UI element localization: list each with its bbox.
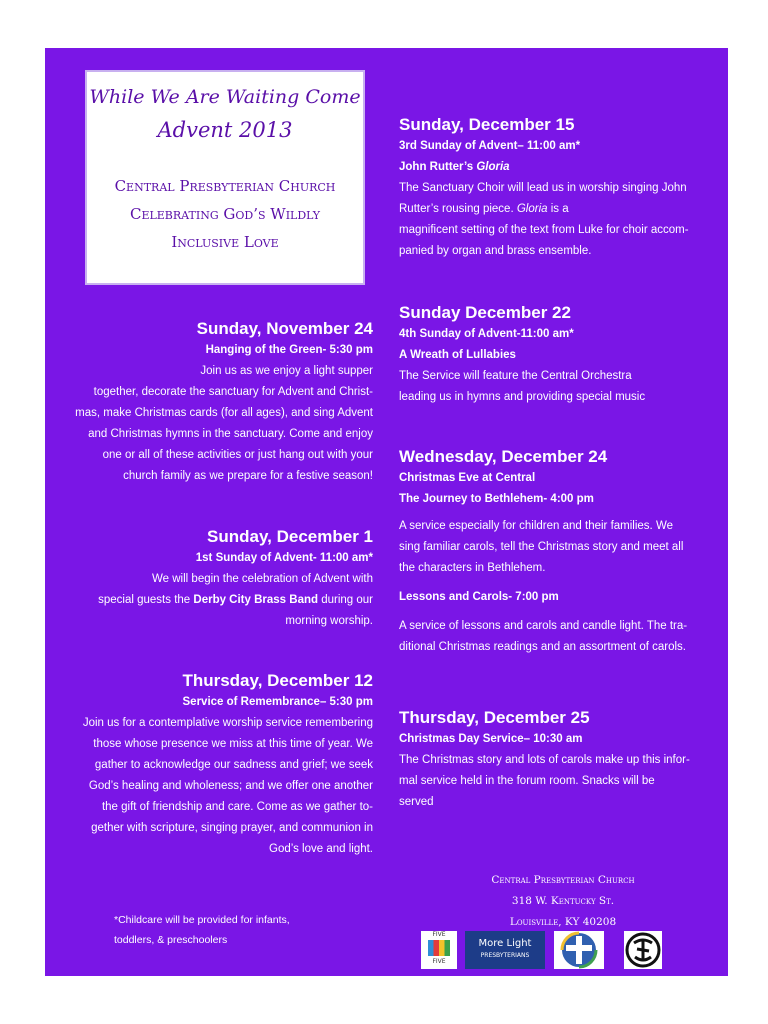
event-body-line: leading us in hymns and providing special music [399, 391, 646, 403]
event-body-line [51, 590, 373, 611]
event-body-line: The Service will feature the Central Orchestra [399, 370, 632, 382]
church-address [423, 870, 703, 933]
event-subheading [399, 157, 721, 178]
five-by-five-logo-icon [421, 931, 457, 969]
event-dec15 [399, 114, 721, 262]
subtitle-line-2: Celebrating God’s Wildly [129, 205, 321, 223]
event-body-line: church family as we prepare for a festive season! [123, 470, 373, 482]
text-italic: Gloria [476, 161, 510, 173]
logo-text: FIVE [432, 958, 446, 965]
text-run: Rutter’s rousing piece. [399, 203, 517, 215]
title-box [85, 70, 365, 285]
event-body-line: God’s love and light. [269, 843, 373, 855]
title-line-2: Advent 2013 [157, 118, 293, 142]
event-body-line: Join us as we enjoy a light supper [200, 365, 373, 377]
more-light-presbyterians-logo-icon [465, 931, 545, 969]
event-heading: Sunday December 22 [399, 303, 571, 322]
event-body-line: The Sanctuary Choir will lead us in worship singing John [399, 182, 687, 194]
note-line: toddlers, & preschoolers [114, 934, 228, 946]
seal-svg [624, 931, 662, 969]
event-subheading: 1st Sunday of Advent- 11:00 am* [195, 552, 373, 564]
event-heading: Thursday, December 12 [182, 671, 373, 690]
event-body-line: mas, make Christmas cards (for all ages), and sing Advent [75, 407, 373, 419]
event-body-line [399, 199, 721, 220]
seal-logo-icon [624, 931, 662, 969]
event-heading: Wednesday, December 24 [399, 447, 608, 466]
event-body-line: gather to acknowledge our sadness and grief; we seek [94, 759, 373, 771]
event-body-line: mal service held in the forum room. Snacks will be [399, 775, 655, 787]
subtitle-line-3: Inclusive Love [171, 233, 279, 251]
event-heading: Thursday, December 25 [399, 708, 590, 727]
event-body-line: served [399, 796, 434, 808]
childcare-note [114, 910, 354, 950]
event-body-line: magnificent setting of the text from Luke for choir accom- [399, 224, 689, 236]
text-run: is a [547, 203, 569, 215]
text-run: special guests the [98, 594, 194, 606]
event-body-line: A service of lessons and carols and candle light. The tra- [399, 620, 688, 632]
event-dec24 [399, 446, 721, 658]
text-run: during our [318, 594, 373, 606]
event-subheading: The Journey to Bethlehem- 4:00 pm [399, 493, 594, 505]
address-line: Louisville, KY 40208 [509, 916, 617, 928]
address-line: Central Presbyterian Church [491, 874, 635, 886]
event-heading: Sunday, December 1 [207, 527, 373, 546]
note-line: *Childcare will be provided for infants, [114, 914, 290, 926]
event-body-line: sing familiar carols, tell the Christmas story and meet all [399, 541, 684, 553]
event-body-line: Join us for a contemplative worship service remembering [82, 717, 373, 729]
logo-mark [428, 940, 450, 956]
event-subheading: Christmas Day Service– 10:30 am [399, 733, 583, 745]
event-body-line: ditional Christmas readings and an assortment of carols. [399, 641, 687, 653]
event-subheading: Service of Remembrance– 5:30 pm [182, 696, 373, 708]
event-body-line: and Christmas hymns in the sanctuary. Come and enjoy [88, 428, 373, 440]
logo-text: PRESBYTERIANS [480, 952, 530, 959]
event-body-line: one or all of these activities or just hang out with your [102, 449, 373, 461]
event-body-line: together, decorate the sanctuary for Advent and Christ- [93, 386, 373, 398]
event-subheading: 3rd Sunday of Advent– 11:00 am* [399, 140, 581, 152]
text-run: John Rutter’s [399, 161, 477, 173]
text-bold: Derby City Brass Band [193, 594, 319, 606]
event-dec12 [51, 670, 373, 860]
event-body-line: The Christmas story and lots of carols make up this infor- [399, 754, 690, 766]
event-dec1 [51, 526, 373, 632]
event-heading: Sunday, November 24 [196, 319, 373, 338]
spacer [399, 579, 721, 587]
event-body-line: morning worship. [285, 615, 373, 627]
event-subheading: Lessons and Carols- 7:00 pm [399, 591, 559, 603]
event-body-line: We will begin the celebration of Advent with [152, 573, 373, 585]
event-body-line: gether with scripture, singing prayer, and communion in [91, 822, 373, 834]
event-body-line: God’s healing and wholeness; and we offer one another [88, 780, 373, 792]
text-italic: Gloria [516, 203, 548, 215]
title-line-1: While We Are Waiting Come [89, 86, 361, 108]
logo-text: FIVE [432, 931, 446, 938]
cross-logo-icon [554, 931, 604, 969]
address-line: 318 W. Kentucky St. [511, 895, 615, 907]
event-subheading: A Wreath of Lullabies [399, 349, 516, 361]
event-dec22 [399, 302, 721, 408]
cross-svg [554, 931, 604, 969]
event-subheading: Hanging of the Green- 5:30 pm [205, 344, 373, 356]
event-body-line: panied by organ and brass ensemble. [399, 245, 592, 257]
event-heading: Sunday, December 15 [399, 115, 575, 134]
logo-text: More Light [478, 938, 532, 949]
spacer [399, 608, 721, 616]
event-subheading: 4th Sunday of Advent-11:00 am* [399, 328, 574, 340]
event-nov24 [51, 318, 373, 487]
subtitle-line-1: Central Presbyterian Church [114, 177, 336, 195]
event-body-line: A service especially for children and their families. We [399, 520, 673, 532]
event-body-line: the gift of friendship and care. Come as we gather to- [101, 801, 373, 813]
flyer [45, 48, 728, 976]
event-body-line: those whose presence we miss at this time of year. We [93, 738, 373, 750]
event-subheading: Christmas Eve at Central [399, 472, 536, 484]
event-dec25 [399, 707, 721, 813]
title-subtitle [87, 172, 363, 256]
event-body-line: the characters in Bethlehem. [399, 562, 546, 574]
